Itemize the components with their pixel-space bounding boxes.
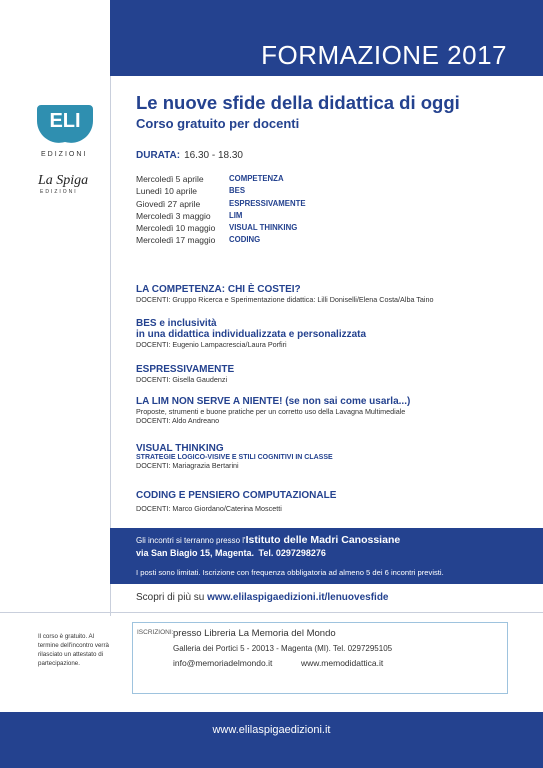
- section-title: ESPRESSIVAMENTE: [136, 364, 235, 375]
- schedule-row: [136, 185, 306, 197]
- footer-link[interactable]: www.elilaspigaedizioni.it: [212, 724, 331, 736]
- page-title: FORMAZIONE 2017: [261, 40, 507, 70]
- section-espressivamente: [136, 364, 234, 384]
- venue-place: Istituto delle Madri Canossiane: [245, 534, 401, 546]
- registration-address: Galleria dei Portici 5 - 20013 - Magenta (MI). Tel. 0297295105: [173, 644, 393, 653]
- schedule-row: [136, 173, 306, 185]
- schedule-date: Mercoledì 5 aprile: [136, 174, 204, 184]
- more-info: [136, 592, 389, 603]
- footer-bar: [0, 712, 543, 768]
- section-docenti: DOCENTI: Eugenio Lampacrescia/Laura Porfiri: [136, 340, 287, 349]
- venue-address: [136, 548, 326, 558]
- section-docenti: DOCENTI: Marco Giordano/Caterina Moscetti: [136, 504, 282, 513]
- venue-notice: I posti sono limitati. Iscrizione con frequenza obbligatoria ad almeno 5 dei 6 incontri previsti.: [136, 568, 444, 577]
- registration-email[interactable]: info@memoriadelmondo.it: [173, 658, 273, 668]
- section-title: BES e inclusività: [136, 318, 217, 329]
- section-docenti: DOCENTI: Aldo Andreano: [136, 416, 220, 425]
- event-title: Le nuove sfide della didattica di oggi: [136, 92, 460, 113]
- section-title-line2: in una didattica individualizzata e personalizzata: [136, 329, 367, 340]
- section-subtitle: STRATEGIE LOGICO-VISIVE E STILI COGNITIVI IN CLASSE: [136, 454, 333, 461]
- schedule-date: Giovedì 27 aprile: [136, 198, 201, 209]
- venue-line: [136, 534, 400, 546]
- registration-website[interactable]: www.memodidattica.it: [301, 658, 384, 668]
- registration-place: presso Libreria La Memoria del Mondo: [173, 628, 336, 639]
- section-title: CODING E PENSIERO COMPUTAZIONALE: [136, 490, 337, 501]
- schedule-row: [136, 210, 306, 222]
- schedule-topic: CODING: [229, 235, 261, 245]
- section-competenza: [136, 284, 434, 304]
- registration-box: [132, 622, 508, 694]
- schedule-topic: LIM: [229, 210, 243, 220]
- venue-band: [110, 528, 543, 584]
- schedule-topic: COMPETENZA: [229, 174, 284, 183]
- schedule-date: Mercoledì 17 maggio: [136, 235, 216, 246]
- schedule-topic: BES: [229, 186, 246, 196]
- schedule-row: [136, 222, 306, 234]
- section-visual-thinking: [136, 443, 333, 470]
- schedule-row: [136, 234, 306, 246]
- venue-street: via San Biagio 15, Magenta.: [136, 548, 255, 558]
- section-title: LA COMPETENZA: CHI È COSTEI?: [136, 284, 301, 295]
- section-coding: [136, 490, 336, 513]
- schedule-row: [136, 198, 306, 210]
- svg-text:ELI: ELI: [49, 110, 81, 132]
- schedule-date: Lunedì 10 aprile: [136, 186, 197, 197]
- registration-label: ISCRIZIONI:: [137, 629, 174, 636]
- schedule-date: Mercoledì 3 maggio: [136, 210, 211, 221]
- section-lim: [136, 396, 410, 425]
- durata: [136, 150, 243, 161]
- more-info-link[interactable]: www.elilaspigaedizioni.it/lenuovesfide: [207, 592, 389, 603]
- course-note: Il corso è gratuito. Al termine dell'incontro verrà rilasciato un attestato di partecipazione.: [38, 633, 109, 667]
- section-title: LA LIM NON SERVE A NIENTE! (se non sai come usarla...): [136, 396, 411, 407]
- event-subtitle: Corso gratuito per docenti: [136, 116, 300, 131]
- section-docenti: DOCENTI: Gruppo Ricerca e Sperimentazione didattica: Lilli Doniselli/Elena Costa/Alba Taino: [136, 295, 434, 304]
- section-bes: [136, 318, 366, 349]
- schedule-topic: ESPRESSIVAMENTE: [229, 198, 306, 208]
- section-docenti: DOCENTI: Mariagrazia Bertarini: [136, 461, 239, 470]
- laspiga-logo-subtitle: EDIZIONI: [40, 189, 78, 195]
- durata-value: 16.30 - 18.30: [184, 150, 243, 161]
- more-info-prefix: Scopri di più su: [136, 592, 205, 603]
- section-docenti: DOCENTI: Gisella Gaudenzi: [136, 375, 228, 384]
- divider: [0, 612, 543, 613]
- durata-label: DURATA:: [136, 150, 181, 161]
- schedule-list: [136, 173, 306, 247]
- eli-logo-subtitle: EDIZIONI: [41, 151, 88, 158]
- laspiga-logo: La Spiga: [38, 173, 89, 188]
- venue-prefix: Gli incontri si terranno presso l': [136, 536, 246, 545]
- eli-logo-icon: [37, 103, 93, 143]
- schedule-topic: VISUAL THINKING: [229, 223, 298, 233]
- venue-phone: Tel. 0297298276: [258, 548, 326, 558]
- section-title: VISUAL THINKING: [136, 443, 224, 454]
- schedule-date: Mercoledì 10 maggio: [136, 223, 216, 234]
- header-bar: [110, 0, 543, 76]
- section-description: Proposte, strumenti e buone pratiche per un corretto uso della Lavagna Multimediale: [136, 407, 406, 416]
